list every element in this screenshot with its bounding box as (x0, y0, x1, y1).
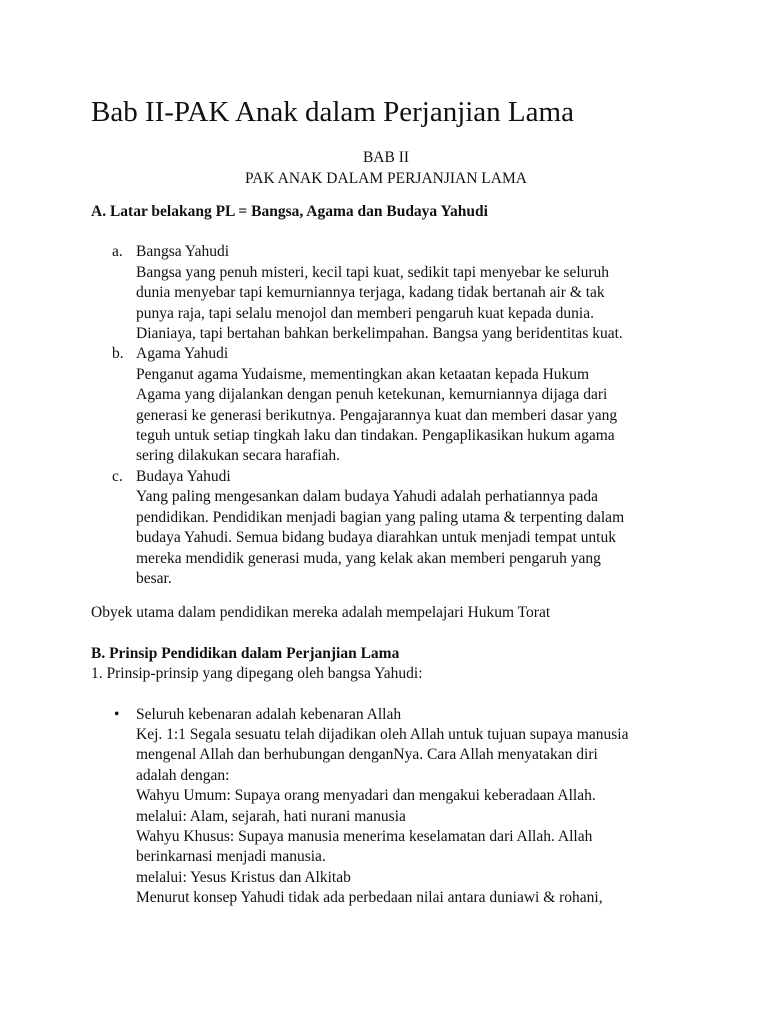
summary-paragraph: Obyek utama dalam pendidikan mereka adalah mempelajari Hukum Torat (91, 604, 551, 622)
bullet-item-line: berinkarnasi menjadi manusia. (136, 848, 326, 866)
bullet-icon: • (114, 705, 120, 723)
list-item-title: Bangsa Yahudi (136, 243, 230, 261)
bullet-item-line: Wahyu Umum: Supaya orang menyadari dan mengakui keberadaan Allah. (136, 787, 596, 805)
bullet-item-line: melalui: Yesus Kristus dan Alkitab (136, 868, 351, 886)
list-item-line: Penganut agama Yudaisme, mementingkan akan ketaatan kepada Hukum (136, 365, 590, 383)
list-item-line: Agama yang dijalankan dengan penuh ketekunan, kemurniannya dijaga dari (136, 386, 608, 404)
principles-list (91, 705, 691, 909)
document-page (91, 92, 691, 909)
list-item-line: mereka mendidik generasi muda, yang kelak akan memberi pengaruh yang (136, 549, 601, 567)
list-item-agama (91, 344, 691, 466)
list-item-title: Budaya Yahudi (136, 467, 231, 485)
bullet-item-line: Kej. 1:1 Segala sesuatu telah dijadikan oleh Allah untuk tujuan supaya manusia (136, 725, 629, 743)
list-item-line: sering dilakukan secara harafiah. (136, 447, 340, 465)
bullet-item-title: Seluruh kebenaran adalah kebenaran Allah (136, 705, 402, 723)
list-marker: b. (112, 345, 124, 363)
background-list (91, 242, 691, 589)
bullet-item-line: melalui: Alam, sejarah, hati nurani manusia (136, 807, 406, 825)
list-item-line: dunia menyebar tapi kemurniannya terjaga, kadang tidak bertanah air & tak (136, 284, 605, 302)
bullet-item-line: Wahyu Khusus: Supaya manusia menerima keselamatan dari Allah. Allah (136, 827, 593, 845)
list-item-line: budaya Yahudi. Semua bidang budaya diarahkan untuk menjadi tempat untuk (136, 529, 616, 547)
list-item-budaya (91, 467, 691, 589)
list-item-line: Dianiaya, tapi bertahan bahkan berkelimpahan. Bangsa yang beridentitas kuat. (136, 325, 623, 343)
document-title: Bab II-PAK Anak dalam Perjanjian Lama (91, 96, 574, 128)
list-item-line: Bangsa yang penuh misteri, kecil tapi kuat, sedikit tapi menyebar ke seluruh (136, 263, 610, 281)
bullet-item-truth (91, 705, 691, 909)
bullet-item-line: mengenal Allah dan berhubungan denganNya. Cara Allah menyatakan diri (136, 746, 598, 764)
section-b-heading: B. Prinsip Pendidikan dalam Perjanjian Lama (91, 644, 400, 662)
chapter-title: PAK ANAK DALAM PERJANJIAN LAMA (245, 170, 527, 187)
list-item-line: besar. (136, 569, 172, 587)
section-b-subheading: 1. Prinsip-prinsip yang dipegang oleh bangsa Yahudi: (91, 665, 423, 683)
list-marker: a. (112, 243, 123, 261)
list-item-line: Yang paling mengesankan dalam budaya Yahudi adalah perhatiannya pada (136, 488, 599, 506)
section-a-heading: A. Latar belakang PL = Bangsa, Agama dan Budaya Yahudi (91, 203, 488, 220)
list-item-line: teguh untuk setiap tingkah laku dan tindakan. Pengaplikasikan hukum agama (136, 427, 615, 445)
bullet-item-line: Menurut konsep Yahudi tidak ada perbedaan nilai antara duniawi & rohani, (136, 889, 603, 907)
chapter-label: BAB II (362, 149, 410, 166)
list-item-line: generasi ke generasi berikutnya. Pengajarannya kuat dan memberi dasar yang (136, 406, 618, 424)
bullet-item-line: adalah dengan: (136, 766, 230, 784)
list-item-bangsa (91, 242, 691, 344)
list-marker: c. (112, 467, 123, 485)
list-item-title: Agama Yahudi (136, 345, 229, 363)
list-item-line: punya raja, tapi selalu menojol dan memberi pengaruh kuat kepada dunia. (136, 304, 594, 322)
chapter-heading (81, 147, 691, 189)
list-item-line: pendidikan. Pendidikan menjadi bagian yang paling utama & terpenting dalam (136, 508, 625, 526)
